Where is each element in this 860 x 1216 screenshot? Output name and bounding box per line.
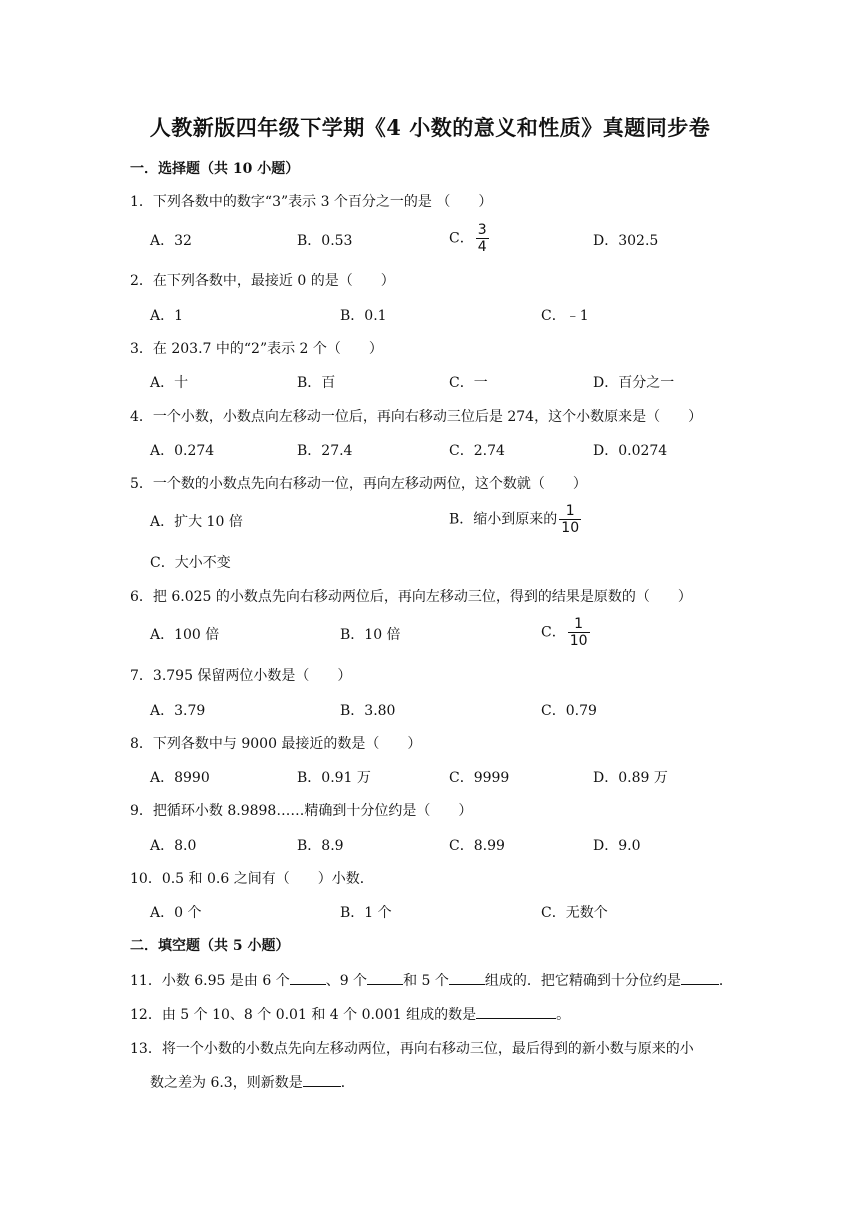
q4-option-a: A．0.274 [150,443,215,459]
q10-option-c: C．无数个 [541,905,608,921]
q6-option-c [541,616,590,649]
q5-option-b-label: B．缩小到原来的 [449,511,558,528]
fraction-denominator: 4 [477,239,487,255]
q1-option-b: B．0.53 [297,233,353,249]
q3-option-c: C．一 [449,375,488,391]
question-3: 3．在 203.7 中的“2”表示 2 个（ ） [130,341,383,357]
fraction-denominator: 10 [561,520,580,536]
q4-option-d: D．0.0274 [593,443,668,459]
fraction-numerator: 1 [574,616,584,632]
q4-option-c: C．2.74 [449,443,505,459]
q10-option-b: B．1 个 [340,905,392,921]
q2-option-a: A．1 [150,308,184,324]
q2-option-b: B．0.1 [340,308,387,324]
q13-text-2: ． [340,1075,355,1091]
page-title: 人教新版四年级下学期《4 小数的意义和性质》真题同步卷 [149,115,711,140]
question-2: 2．在下列各数中，最接近 0 的是（ ） [130,273,395,289]
q11-text-4: 组成的．把它精确到十分位约是 [484,973,681,989]
question-4: 4．一个小数，小数点向左移动一位后，再向右移动三位后是 274，这个小数原来是（ ） [130,409,703,425]
q8-option-d: D．0.89 万 [593,770,668,786]
q2-option-c: C．﹣1 [541,308,589,324]
q1-option-d: D．302.5 [593,233,659,249]
q11-text-1: 11．小数 6.95 是由 6 个 [130,973,290,989]
section-heading-choice: 一．选择题（共 10 小题） [130,161,300,177]
fraction-numerator: 3 [477,222,487,238]
section-heading-fill: 二．填空题（共 5 小题） [130,938,290,954]
q12-text-2: 。 [556,1007,571,1023]
question-10: 10．0.5 和 0.6 之间有（ ）小数． [130,871,374,887]
q9-option-d: D．9.0 [593,838,641,854]
question-5: 5．一个数的小数点先向右移动一位，再向左移动两位，这个数就（ ） [130,476,587,492]
q6-option-c-label: C． [541,624,566,641]
q6-option-b: B．10 倍 [340,627,401,643]
question-1: 1．下列各数中的数字“3”表示 3 个百分之一的是 （ ） [130,194,493,210]
q3-option-d: D．百分之一 [593,375,675,391]
q5-option-a: A．扩大 10 倍 [150,514,243,530]
q1-option-c-label: C． [449,230,474,247]
fraction-numerator: 1 [565,503,575,519]
answer-blank[interactable] [290,970,326,985]
answer-blank[interactable] [681,970,719,985]
question-8: 8．下列各数中与 9000 最接近的数是（ ） [130,736,422,752]
q11-text-2: 、9 个 [325,973,368,989]
q3-option-a: A．十 [150,375,189,391]
question-7: 7．3.795 保留两位小数是（ ） [130,668,352,684]
answer-blank[interactable] [367,970,403,985]
answer-blank[interactable] [476,1004,556,1019]
q13-text-1: 数之差为 6.3，则新数是 [150,1075,303,1091]
q12-text-1: 12．由 5 个 10、8 个 0.01 和 4 个 0.001 组成的数是 [130,1007,477,1023]
question-12 [130,1004,570,1024]
q7-option-a: A．3.79 [150,703,206,719]
question-13-line-1: 13．将一个小数的小数点先向左移动两位，再向右移动三位，最后得到的新小数与原来的小 [130,1041,694,1057]
q11-text-3: 和 5 个 [403,973,449,989]
q11-text-5: ． [718,973,733,989]
answer-blank[interactable] [449,970,485,985]
q7-option-b: B．3.80 [340,703,396,719]
fraction-one-tenth [559,503,581,536]
fraction-one-tenth [568,616,590,649]
q9-option-a: A．8.0 [150,838,197,854]
q8-option-c: C．9999 [449,770,510,786]
question-9: 9．把循环小数 8.9898……精确到十分位约是（ ） [130,803,473,819]
q8-option-a: A．8990 [150,770,210,786]
fraction-three-quarters [476,222,489,255]
q9-option-b: B．8.9 [297,838,344,854]
answer-blank[interactable] [303,1072,341,1087]
q8-option-b: B．0.91 万 [297,770,371,786]
q10-option-a: A．0 个 [150,905,202,921]
fraction-denominator: 10 [569,633,588,649]
question-13-line-2 [150,1072,355,1092]
q7-option-c: C．0.79 [541,703,597,719]
q5-option-b [449,503,581,536]
q9-option-c: C．8.99 [449,838,505,854]
question-6: 6．把 6.025 的小数点先向右移动两位后，再向左移动三位，得到的结果是原数的（ ） [130,589,692,605]
question-11 [130,970,733,990]
q5-option-c: C．大小不变 [150,555,231,571]
q1-option-a: A．32 [150,233,192,249]
q4-option-b: B．27.4 [297,443,353,459]
q6-option-a: A．100 倍 [150,627,220,643]
q3-option-b: B．百 [297,375,336,391]
q1-option-c [449,222,489,255]
